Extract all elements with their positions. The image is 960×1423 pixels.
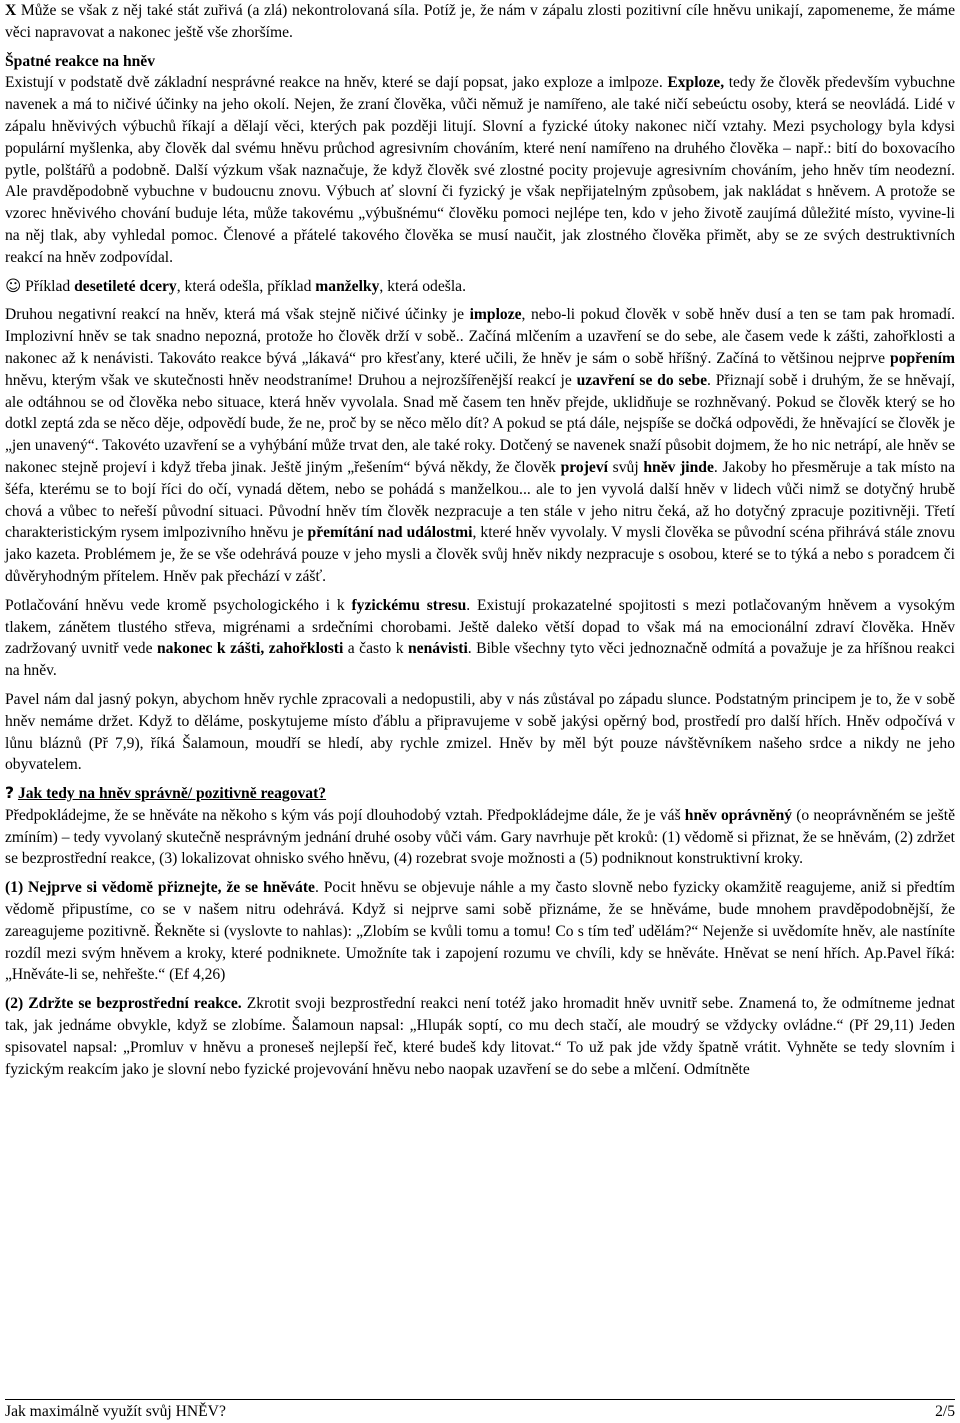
- footer-title: Jak maximálně využít svůj HNĚV?: [5, 1403, 226, 1420]
- paragraph-step-1: [5, 877, 955, 986]
- step-2-title: (2) Zdržte se bezprostřední reakce.: [5, 995, 242, 1013]
- text-run: . Jakoby ho přesměruje a tak místo na šéfa, kterému se to bojí říci do očí, vynadá dětem, nebo se pohádá s manželkou... ale to jen vyvolá další hněv v lidech vůči nimž se dotyčný hrubě chová a vůbec to neřeší původní situaci. Původní hněv tím člověk nezpracuje a ten stále v jeho nitru čeká, až ho dotyčný zpracuje pozitivněji. Třetí charakteristickým rysem imlpozivního hněvu je: [5, 458, 955, 542]
- smiley-icon: ☺: [5, 276, 22, 295]
- text-run: . Existují prokazatelné spojitosti s mezi potlačovaným hněvem a vysokým tlakem, zánětem tlustého střeva, migrénami a srdečními chorobami. Ještě daleko větší dopad to však má na emocionální zdraví člověka. Hněv zadržovaný uvnitř vede: [5, 596, 955, 658]
- text-run: Předpokládejme, že se hněváte na někoho s kým vás pojí dlouhodobý vztah. Předpokládejme dále, že je váš: [5, 806, 685, 824]
- question-mark-icon: ?: [5, 784, 15, 803]
- text-run: . Bible všechny tyto věci jednoznačně odmítá a považuje je za hříšnou reakci na hněv.: [5, 640, 955, 680]
- paragraph-five-steps: [5, 805, 955, 870]
- paragraph-step-2: [5, 993, 955, 1080]
- bold-term-shows: projeví: [560, 458, 608, 476]
- text-run: Existují v podstatě dvě základní nesprávné reakce na hněv, které se dají popsat, jako exploze a imlpoze.: [5, 74, 668, 92]
- text-run: svůj: [607, 458, 644, 476]
- text-run: , která odešla.: [379, 277, 466, 295]
- heading-question-text: Jak tedy na hněv správně/ pozitivně reagovat?: [17, 785, 327, 803]
- text-run: (o neoprávněném se ještě zmíním) – tedy vyvolaný skutečně nesprávným jednání druhé osoby vůči vám. Gary navrhuje pět kroků: (1) vědomě si přiznat, že se hněvám, (2) zdržet se bezprostřední reakce, (3) lokalizovat ohnisko svého hněvu, (4) rozebrat svoje možnosti a (5) podniknout konstruktivní kroky.: [5, 806, 955, 868]
- text-run: , nebo-li pokud člověk v sobě hněv dusí a ten se tam pak hromadí. Implozivní hněv se tak snadno nepozná, protože ho člověk drží v sobě.. Začíná mlčením a uzavření se do sebe, ale časem vede k zášti, zahořklosti a nakonec až k nenávisti. Takováto reakce bývá „lákavá“ pro křesťany, které učili, že hněv je sám o sobě hříšný. Začíná to většinou nejprve: [5, 306, 955, 367]
- bold-term-resentment: nakonec k zášti, zahořklosti: [157, 640, 344, 658]
- text-run: tedy že člověk především vybuchne navenek a má to ničivé účinky na jeho okolí. Nejen, že zraní člověka, vůči němuž je namířeno, ale také ničí sebeúctu osoby, která se neovládá. Lidé v zápalu hněvivých výbuchů říkají a dělají věci, kterých pak později litují. Slovní a fyzické útoky nakonec ničí vztahy. Mezi psychology byla kdysi populární myšlenka, aby člověk dal svému hněvu průchod agresivním chováním, které není namířeno na druhého člověka – např.: bití do boxovacího pytle, polštářů a podobně. Další výzkum však naznačuje, že když člověk své zlostné pocity projevuje agresivním chováním, jeho hněv tím neodezní. Ale pravděpodobně vybuchne v budoucnu znovu. Výbuch ať slovní či fyzický je však nepřijatelným způsobem, jak nakládat s hněvem. A protože se vzorec hněvivého chování buduje léta, může takovému „výbušnému“ člověku pomoci nejlépe ten, kdo v jeho životě zaujímá důležité místo, vyvine-li na něj tlak, aby vyhledal pomoc. Členové a přátelé takového člověka se musí naučit, jak zlostného člověka přimět, aby se ze svých destruktivních reakcí na hněv zodpovídal.: [5, 74, 956, 266]
- text-run: . Přiznají sobě i druhým, že se hněvají, ale odtáhnou se od člověka nebo situace, která hněv vyvolala. Snad mě časem ten hněv přejde, uklidňuje se rozhněvaný. Pokud se člověk který se ho dotkl zeptá zda se něco děje, odpovědí bude, že ne, proč by se něco mělo dít? A pokud se ptá dále, nejspíše se dočká odpovědi, že hněvající se člověk je „jen unavený“. Takovéto uzavření se a vyhýbání může trvat den, ale také roky. Dotčený se navenek snaží působit dojmem, že ho nic netrápí, ale hněv se nakonec stejně projeví i když třeba jinak. Ještě jiným „řešením“ bývá někdy, že člověk: [5, 371, 955, 476]
- text-run: hněvu, kterým však ve skutečnosti hněv neodstraníme! Druhou a nejrozšířenější reakcí je: [5, 371, 577, 389]
- bold-term-hatred: nenávisti: [407, 640, 468, 658]
- text-run: , která odešla, příklad: [176, 277, 316, 295]
- paragraph-paul: Pavel nám dal jasný pokyn, abychom hněv rychle zpracovali a nedopustili, aby v nás zůstával po západu slunce. Podstatným principem je to, že v sobě hněv nemáme držet. Když to děláme, poskytujeme místo ďáblu a připravujeme v sobě jakýsi opěrný bod, prostředí pro další hřích. Hněv odpočívá v lůnu bláznů (Př 7,9), říká Šalamoun, moudří se hledí, aby rychle zmizel. Hněv by měl být pouze návštěvníkem našeho srdce a nikdy ne jeho obyvatelem.: [5, 690, 955, 774]
- text-run: a často k: [343, 640, 408, 658]
- text-run: , které hněv vyvolaly. V mysli člověka se původní scéna přihrává stále znovu jako kazeta. Problémem je, že se vše odehrává pouze v jeho mysli a člověk svůj hněv nikdy nezpracuje s osobou, které se to týká a nebo s poradcem či důvěryhodným přítelem. Hněv pak přechází v zášť.: [5, 524, 955, 585]
- paragraph-suppression: [5, 595, 955, 682]
- text-run: Potlačování hněvu vede kromě psychologického i k: [5, 596, 352, 614]
- section-heading-bad-reactions: Špatné reakce na hněv: [5, 52, 156, 70]
- bold-term-physical-stress: fyzickému stresu: [351, 596, 467, 614]
- paragraph-intro: [5, 0, 955, 44]
- page-footer: [5, 1399, 955, 1422]
- text-run: Druhou negativní reakcí na hněv, která má však stejně ničivé účinky je: [5, 306, 470, 324]
- intro-text: Může se však z něj také stát zuřivá (a zlá) nekontrolovaná síla. Potíž je, že nám v zápalu zlosti pozitivní cíle hněvu unikají, zapomeneme, že máme věci napravovat a nakonec ještě vše zhoršíme.: [5, 2, 955, 41]
- footer-page-number: 2/5: [935, 1403, 955, 1420]
- text-run: Příklad: [21, 277, 75, 295]
- bold-term-anger-elsewhere: hněv jinde: [643, 458, 714, 476]
- paragraph-example: [5, 276, 955, 298]
- bold-term-rumination: přemítání nad událostmi: [307, 524, 473, 542]
- bold-term-withdrawal: uzavření se do sebe: [576, 371, 708, 389]
- step-1-title: (1) Nejprve si vědomě přiznejte, že se hněváte: [5, 879, 315, 897]
- bold-term-implosion: imploze: [469, 306, 522, 324]
- section-heading-how-to-react: [5, 783, 955, 805]
- bold-term-explosion: Exploze,: [667, 74, 725, 92]
- text-run: . Pocit hněvu se objevuje náhle a my často slovně nebo fyzicky okamžitě reagujeme, aniž si předtím vědomě připustíme, co se v našem nitru odehrává. Když si nejprve sami sobě přiznáme, že se hněváme, bude mnohem pravděpodobnější, že zareagujeme pozitivně. Řekněte si (vyslovte to nahlas): „Zlobím se kvůli tomu a tomu! Co s tím teď udělám?“ Nejenže si uvědomíte hněv, ale nastíníte rozdíl mezi svým hněvem a kroky, které podniknete. Umožníte tak i zapojení rozumu ve chvíli, kdy se hněváte. Hněvat se není hřích. Ap.Pavel říká: „Hněváte-li se, nehřešte.“ (Ef 4,26): [5, 879, 955, 984]
- paragraph-implosion: [5, 304, 955, 587]
- bold-term-justified-anger: hněv oprávněný: [684, 806, 793, 824]
- x-marker-icon: X: [5, 2, 17, 19]
- bold-term-wife: manželky: [315, 277, 380, 295]
- bold-term-denial: popřením: [890, 349, 955, 367]
- document-body: [5, 0, 955, 1080]
- paragraph-explosion: [5, 72, 955, 268]
- bold-term-daughter: desetileté dcery: [74, 277, 177, 295]
- text-run: Zkrotit svoji bezprostřední reakci není totéž jako hromadit hněv uvnitř sebe. Znamená to, že odmítneme jednat tak, jak jednáme obvykle, když se zlobíme. Šalamoun napsal: „Hlupák soptí, co mu dech stačí, ale moudrý se vždycky ovládne.“ (Př 29,11) Jeden spisovatel napsal: „Promluv v hněvu a proneseš nejlepší řeč, které budeš kdy litovat.“ To už pak jde vždy špatně vrátit. Vyhněte se tedy slovním i fyzickým reakcím jako je slovní nebo fyzické projevování hněvu nebo naopak uzavření se do sebe a mlčení. Odmítněte: [5, 995, 955, 1078]
